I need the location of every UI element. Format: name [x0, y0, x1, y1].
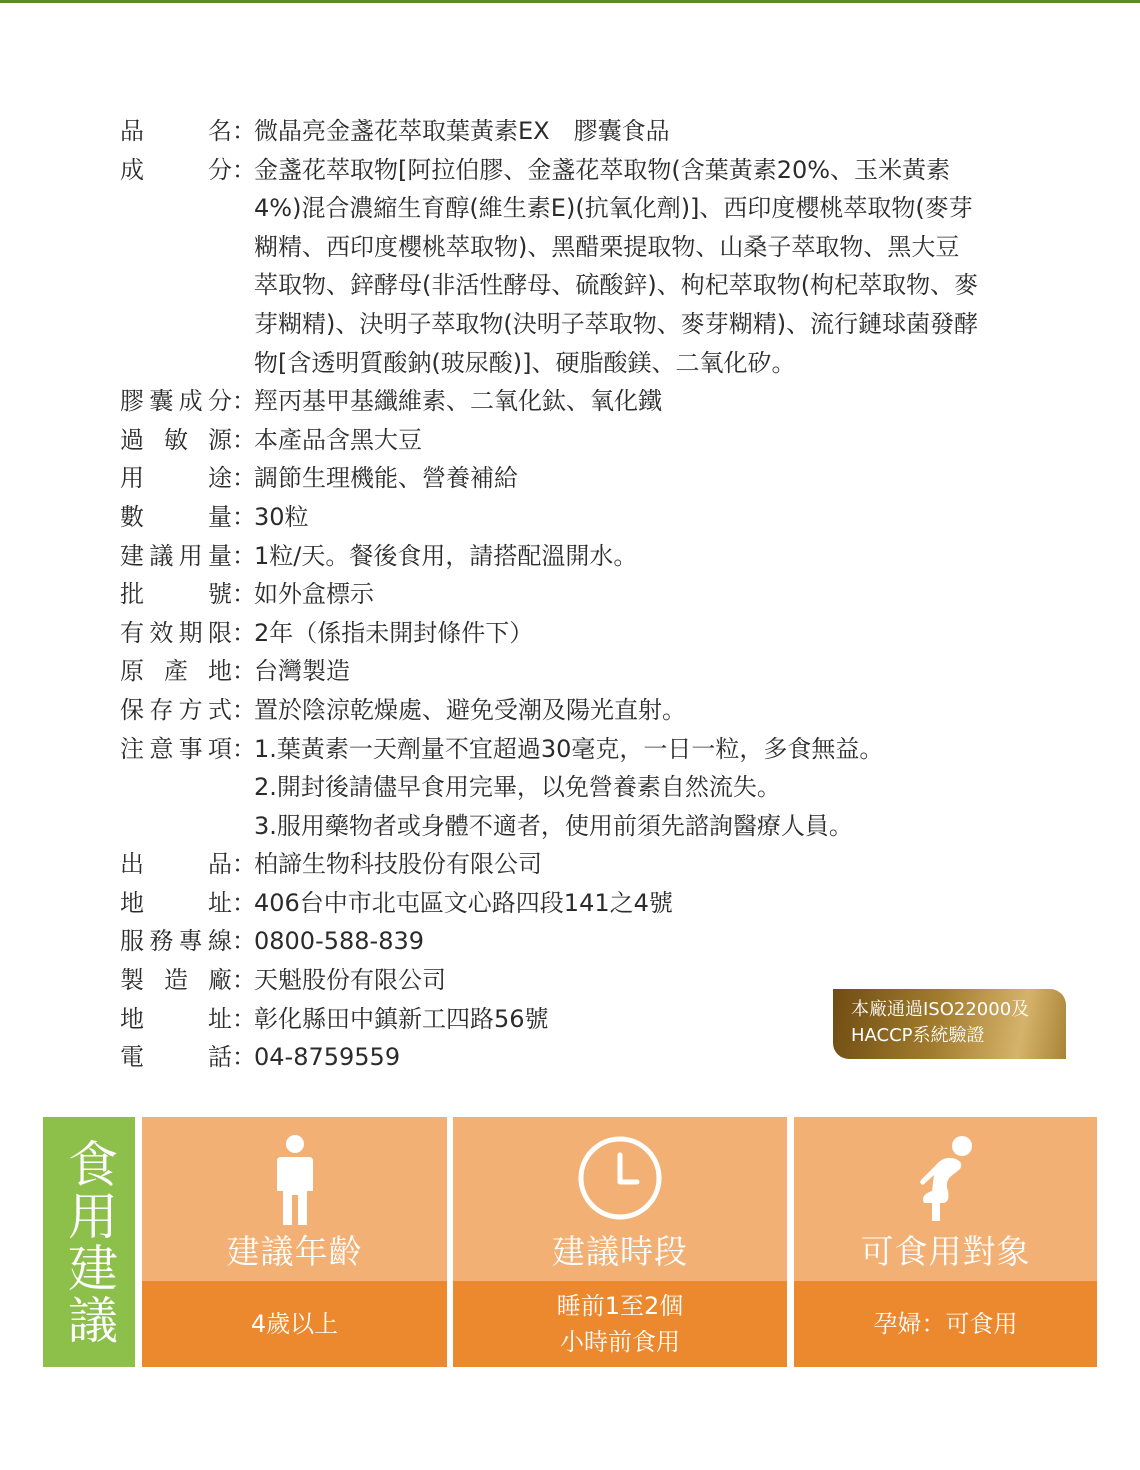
- spec-colon: ：: [232, 580, 256, 609]
- spec-row: [120, 652, 1080, 691]
- spec-row: [120, 151, 1080, 383]
- spec-row: [120, 537, 1080, 576]
- spec-label: 製 造 廠: [120, 966, 232, 995]
- spec-value: [254, 730, 1080, 846]
- spec-value-line: 30粒: [254, 502, 309, 531]
- spec-value: [254, 151, 1080, 383]
- usage-card-target: [794, 1117, 1097, 1367]
- spec-value-line: 1粒/天。餐後食用，請搭配溫開水。: [254, 541, 638, 570]
- spec-colon: ：: [232, 734, 256, 763]
- pregnant-woman-icon: [914, 1135, 978, 1223]
- spec-label: 服 務 專 線: [120, 927, 232, 956]
- spec-value-line: 0800-588-839: [254, 927, 425, 956]
- spec-row: [120, 845, 1080, 884]
- spec-colon: ：: [232, 927, 256, 956]
- spec-value: [254, 845, 1080, 884]
- certification-line-2: HACCP系統驗證: [851, 1025, 985, 1046]
- spec-value-line: 4%)混合濃縮生育醇(維生素E)(抗氧化劑)]、西印度櫻桃萃取物(麥芽: [254, 194, 973, 223]
- spec-colon: ：: [232, 502, 256, 531]
- spec-colon: ：: [232, 541, 256, 570]
- spec-colon: ：: [232, 1004, 256, 1033]
- spec-value-line: 物[含透明質酸鈉(玻尿酸)]、硬脂酸鎂、二氧化矽。: [254, 348, 796, 377]
- spec-value-line: 1.葉黃素一天劑量不宜超過30毫克，一日一粒，多食無益。: [254, 734, 884, 763]
- spec-value: [254, 691, 1080, 730]
- spec-colon: ：: [232, 464, 256, 493]
- spec-value: [254, 614, 1080, 653]
- spec-value: [254, 575, 1080, 614]
- spec-value-line: 芽糊精)、決明子萃取物(決明子萃取物、麥芽糊精)、流行鏈球菌發酵: [254, 309, 979, 338]
- spec-value-line: 彰化縣田中鎮新工四路56號: [254, 1004, 549, 1033]
- product-spec-list: [120, 112, 1080, 1077]
- spec-value-line: 天魁股份有限公司: [254, 966, 446, 995]
- usage-card-time: [453, 1117, 787, 1367]
- usage-card-age-header: [142, 1117, 447, 1281]
- usage-card-target-header: [794, 1117, 1097, 1281]
- spec-colon: ：: [232, 387, 256, 416]
- certification-badge: [833, 989, 1066, 1059]
- usage-card-time-value: [453, 1281, 787, 1367]
- spec-label: 地 址: [120, 1004, 232, 1033]
- spec-value: [254, 922, 1080, 961]
- spec-label: 用 途: [120, 464, 232, 493]
- spec-label: 電 話: [120, 1043, 232, 1072]
- usage-card-age: [142, 1117, 447, 1367]
- spec-value-line: 置於陰涼乾燥處、避免受潮及陽光直射。: [254, 695, 686, 724]
- usage-card-age-value-line-1: 4歲以上: [250, 1310, 339, 1338]
- usage-card-target-title: 可食用對象: [860, 1232, 1031, 1271]
- spec-value-line: 04-8759559: [254, 1043, 401, 1072]
- spec-value-line: 本產品含黑大豆: [254, 425, 422, 454]
- usage-suggestion-panel: [43, 1117, 1097, 1367]
- spec-row: [120, 730, 1080, 846]
- spec-colon: ：: [232, 850, 256, 879]
- spec-label: 原 產 地: [120, 657, 232, 686]
- spec-row: [120, 884, 1080, 923]
- spec-colon: ：: [232, 425, 256, 454]
- spec-value-line: 羥丙基甲基纖維素、二氧化鈦、氧化鐵: [254, 387, 662, 416]
- spec-value-line: 2.開封後請儘早食用完畢，以免營養素自然流失。: [254, 773, 781, 802]
- usage-card-time-value-line-2: 小時前食用: [560, 1328, 680, 1356]
- spec-label: 有 效 期 限: [120, 618, 232, 647]
- spec-label: 成 分: [120, 155, 232, 184]
- spec-value-line: 406台中市北屯區文心路四段141之4號: [254, 888, 673, 917]
- usage-card-target-value-line-1: 孕婦：可食用: [873, 1310, 1018, 1338]
- spec-value-line: 金盞花萃取物[阿拉伯膠、金盞花萃取物(含葉黃素20%、玉米黃素: [254, 155, 951, 184]
- spec-value: [254, 884, 1080, 923]
- spec-colon: ：: [232, 117, 256, 145]
- spec-value-line: 3.服用藥物者或身體不適者，使用前須先諮詢醫療人員。: [254, 811, 853, 840]
- top-accent-line: [0, 0, 1140, 3]
- spec-value-line: 萃取物、鋅酵母(非活性酵母、硫酸鋅)、枸杞萃取物(枸杞萃取物、麥: [254, 271, 979, 300]
- spec-label: 批 號: [120, 580, 232, 609]
- clock-icon: [577, 1135, 663, 1221]
- spec-value-line: 調節生理機能、營養補給: [254, 464, 518, 493]
- spec-row: [120, 421, 1080, 460]
- spec-colon: ：: [232, 657, 256, 686]
- usage-card-time-title: 建議時段: [552, 1232, 688, 1271]
- spec-label: 保 存 方 式: [120, 695, 232, 724]
- spec-row: [120, 382, 1080, 421]
- spec-colon: ：: [232, 695, 256, 724]
- spec-value: [254, 382, 1080, 421]
- usage-card-time-header: [453, 1117, 787, 1281]
- spec-label: 膠 囊 成 分: [120, 387, 232, 416]
- spec-row: [120, 575, 1080, 614]
- spec-value: [254, 459, 1080, 498]
- spec-row: [120, 614, 1080, 653]
- spec-label: 出 品: [120, 850, 232, 879]
- spec-row: [120, 112, 1080, 151]
- spec-colon: ：: [232, 618, 256, 647]
- spec-value: [254, 498, 1080, 537]
- spec-row: [120, 498, 1080, 537]
- spec-value-line: 糊精、西印度櫻桃萃取物)、黑醋栗提取物、山桑子萃取物、黑大豆: [254, 232, 960, 261]
- spec-value: [254, 421, 1080, 460]
- spec-row: [120, 691, 1080, 730]
- spec-label: 品 名: [120, 117, 232, 145]
- spec-value: [254, 652, 1080, 691]
- spec-row: [120, 459, 1080, 498]
- spec-colon: ：: [232, 155, 256, 184]
- spec-label: 數 量: [120, 502, 232, 531]
- spec-label: 建 議 用 量: [120, 541, 232, 570]
- spec-row: [120, 922, 1080, 961]
- spec-value-line: 微晶亮金盞花萃取葉黃素EX 膠囊食品: [254, 117, 670, 145]
- spec-value-line: 台灣製造: [254, 657, 350, 686]
- spec-value: [254, 112, 1080, 151]
- spec-colon: ：: [232, 888, 256, 917]
- usage-side-panel: [43, 1117, 135, 1367]
- usage-card-age-title: 建議年齡: [226, 1232, 363, 1271]
- spec-colon: ：: [232, 1043, 256, 1072]
- spec-value-line: 柏諦生物科技股份有限公司: [254, 850, 542, 879]
- spec-value-line: 如外盒標示: [254, 580, 374, 609]
- spec-label: 注 意 事 項: [120, 734, 232, 763]
- spec-label: 過 敏 源: [120, 425, 232, 454]
- usage-card-time-value-line-1: 睡前1至2個: [556, 1292, 684, 1320]
- spec-label: 地 址: [120, 888, 232, 917]
- spec-colon: ：: [232, 966, 256, 995]
- usage-card-age-value: [142, 1281, 447, 1367]
- spec-value: [254, 537, 1080, 576]
- person-icon: [275, 1135, 315, 1227]
- certification-line-1: 本廠通過ISO22000及: [851, 999, 1030, 1020]
- usage-card-target-value: [794, 1281, 1097, 1367]
- spec-value-line: 2年（係指未開封條件下）: [254, 618, 534, 647]
- usage-side-title: 食用建議: [60, 1138, 118, 1346]
